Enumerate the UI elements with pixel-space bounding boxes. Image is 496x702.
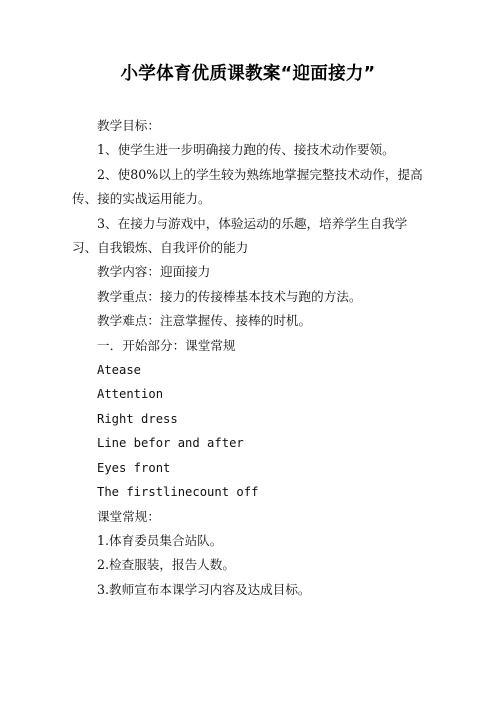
paragraph-command-atease: Atease — [97, 363, 142, 378]
paragraph-command-right-dress: Right dress — [97, 411, 178, 426]
document-body — [72, 114, 428, 602]
paragraph-objective-2: 2、使80%以上的学生较为熟练地掌握完整技术动作，提高传、接的实战运用能力。 — [72, 166, 423, 207]
paragraph-command-eyes-front: Eyes front — [97, 460, 171, 475]
paragraph-content: 教学内容：迎面接力 — [97, 264, 211, 280]
paragraph-routine-heading: 课堂常规： — [97, 508, 160, 524]
paragraph-command-count-off: The firstlinecount off — [97, 485, 259, 500]
document-title: 小学体育优质课教案“迎面接力” — [120, 64, 376, 84]
paragraph-objectives-heading: 教学目标： — [97, 118, 160, 133]
paragraph-routine-3: 3.教师宣布本课学习内容及达成目标。 — [97, 581, 311, 597]
paragraph-objective-1: 1、使学生进一步明确接力跑的传、接技术动作要领。 — [97, 142, 395, 158]
paragraph-command-attention: Attention — [97, 387, 164, 402]
paragraph-difficulty: 教学难点：注意掌握传、接棒的时机。 — [97, 313, 312, 329]
paragraph-section-start: 一．开始部分：课堂常规 — [97, 337, 236, 353]
paragraph-objective-3: 3、在接力与游戏中，体验运动的乐趣，培养学生自我学习、自我锻炼、自我评价的能力 — [72, 215, 408, 256]
paragraph-key-point: 教学重点：接力的传接棒基本技术与跑的方法。 — [97, 288, 362, 304]
paragraph-command-line: Line befor and after — [97, 436, 244, 451]
paragraph-routine-2: 2.检查服装，报告人数。 — [97, 557, 235, 573]
paragraph-routine-1: 1.体育委员集合站队。 — [97, 532, 223, 548]
